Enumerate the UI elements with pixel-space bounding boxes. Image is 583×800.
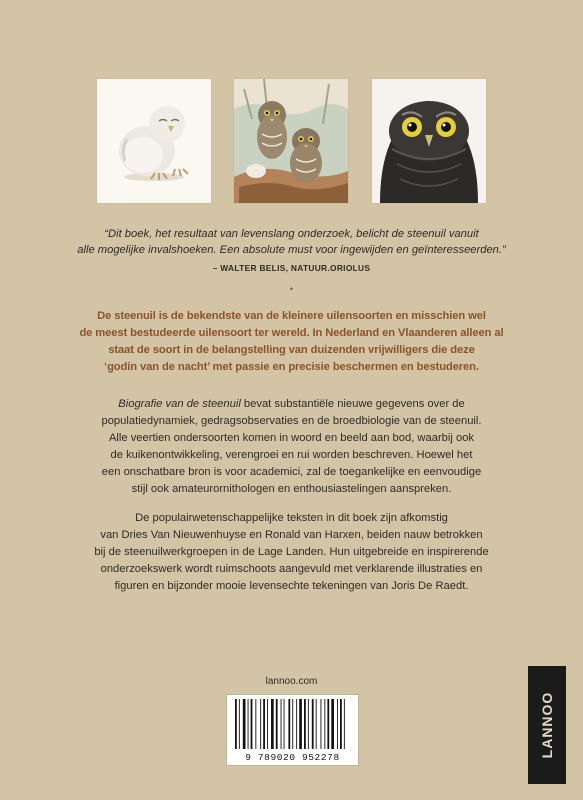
barcode-bar — [284, 699, 285, 749]
authors-line: De populairwetenschappelijke teksten in dit boek zijn afkomstig — [135, 512, 448, 524]
authors-line: van Dries Van Nieuwenhuyse en Ronald van Harxen, beiden nauw betrokken — [100, 529, 483, 541]
barcode-bar — [316, 699, 317, 749]
barcode-bar — [267, 699, 268, 749]
barcode-bar — [260, 699, 261, 749]
dark-owl-portrait-drawing — [372, 79, 486, 203]
barcode-bar — [243, 699, 246, 749]
barcode-bar — [292, 699, 293, 749]
publisher-logo-text: LANNOO — [539, 691, 555, 759]
barcode-bar — [337, 699, 338, 749]
authors-paragraph — [60, 510, 523, 595]
illustration-row — [96, 78, 486, 204]
authors-line: bij de steenuilwerkgroepen in de Lage Landen. Hun uitgebreide en inspirerende — [94, 546, 489, 558]
description-first-line — [60, 396, 523, 413]
barcode-bar — [340, 699, 342, 749]
description-line: de kuikenontwikkeling, verengroei en rui worden beschreven. Hoewel het — [110, 449, 473, 461]
authors-line: figuren en bijzonder mooie levensechte tekeningen van Joris De Raedt. — [114, 580, 469, 592]
quote-line: “Dit boek, het resultaat van levenslang onderzoek, belicht de steenuil vanuit — [104, 228, 479, 240]
barcode-bar — [344, 699, 345, 749]
publisher-logo — [528, 666, 566, 784]
quote-line: alle mogelijke invalshoeken. Een absolute must voor ingewijden en geïnteresseerden.” — [77, 244, 506, 256]
endorsement-quote — [70, 226, 513, 258]
publisher-website: lannoo.com — [265, 676, 318, 687]
two-owls-drawing — [234, 79, 348, 203]
authors-line: onderzoekswerk wordt ruimschoots aangevuld met verklarende illustraties en — [100, 563, 483, 575]
lead-line: ‘godin van de nacht’ met passie en precisie beschermen en bestuderen. — [104, 361, 479, 373]
separator-bullet: • — [289, 284, 294, 294]
barcode-bar — [251, 699, 253, 749]
quote-author: – WALTER BELIS, NATUUR.ORIOLUS — [212, 263, 371, 273]
isbn-barcode — [226, 694, 359, 766]
description-first-line-rest: bevat substantiële nieuwe gegevens over de — [240, 398, 465, 410]
description-line: een onschatbare bron is voor academici, zal de toegankelijke en eenvoudige — [101, 466, 482, 478]
barcode-bar — [299, 699, 302, 749]
barcode-icon — [227, 695, 358, 751]
description-line: populatiedynamiek, gedragsobservaties en de broedbiologie van de steenuil. — [101, 415, 482, 427]
barcode-bar — [331, 699, 334, 749]
barcode-bar — [276, 699, 278, 749]
barcode-bar — [235, 699, 237, 749]
dark-owl-portrait-illustration — [371, 78, 487, 204]
barcode-bar — [308, 699, 309, 749]
owl-chick-drawing — [97, 79, 211, 203]
book-title-italic: Biografie van de steenuil — [118, 398, 241, 410]
barcode-bar — [239, 699, 240, 749]
barcode-bar — [281, 699, 282, 749]
barcode-bar — [255, 699, 256, 749]
barcode-bar — [271, 699, 274, 749]
barcode-bar — [312, 699, 314, 749]
barcode-bar — [327, 699, 329, 749]
barcode-bar — [321, 699, 322, 749]
description-paragraph — [60, 396, 523, 498]
isbn-number: 9 789020 952278 — [245, 752, 340, 763]
barcode-bar — [296, 699, 297, 749]
lead-paragraph — [60, 308, 523, 376]
two-owls-illustration — [233, 78, 349, 204]
lead-line: De steenuil is de bekendste van de kleinere uilensoorten en misschien wel — [97, 310, 486, 322]
lead-line: de meest bestudeerde uilensoort ter wereld. In Nederland en Vlaanderen alleen al — [79, 327, 504, 339]
barcode-bar — [248, 699, 249, 749]
barcode-bar — [324, 699, 325, 749]
barcode-bar — [263, 699, 265, 749]
lead-line: staat de soort in de belangstelling van duizenden vrijwilligers die deze — [108, 344, 475, 356]
owl-chick-illustration — [96, 78, 212, 204]
description-line: stijl ook amateurornithologen en enthousiastelingen aanspreken. — [131, 483, 452, 495]
barcode-bar — [288, 699, 290, 749]
description-line: Alle veertien ondersoorten komen in woord en beeld aan bod, waarbij ook — [108, 432, 475, 444]
barcode-bar — [304, 699, 306, 749]
